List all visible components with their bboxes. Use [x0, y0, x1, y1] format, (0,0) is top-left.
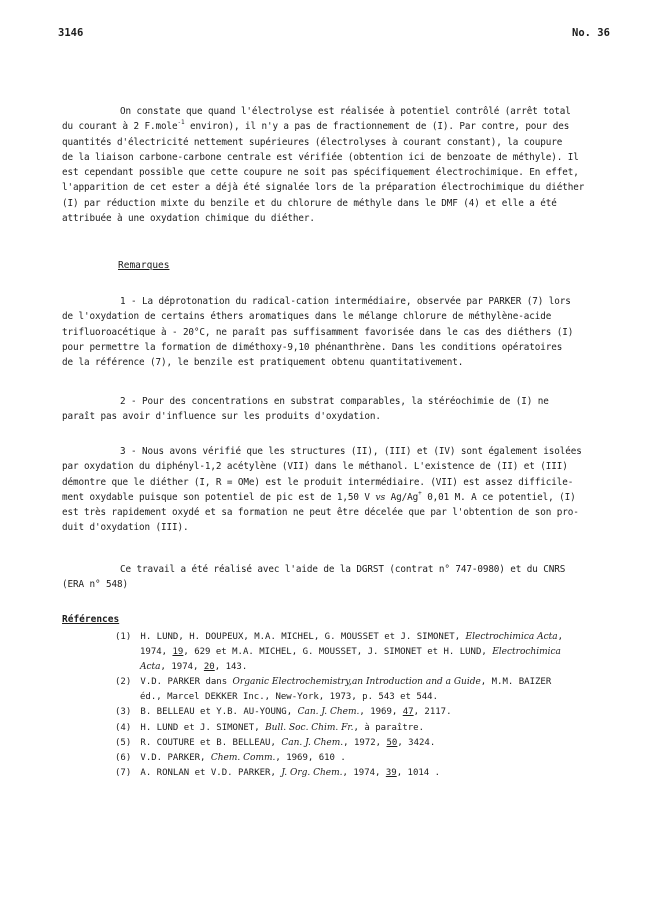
text-line: de la référence (7), le benzile est pratiquement obtenu quantitativement.	[62, 357, 464, 369]
text-line: de l'oxydation de certains éthers aromatiques dans le mélange chlorure de méthylène-acide	[62, 311, 552, 323]
text-line: pour permettre la formation de diméthoxy-9,10 phénanthrène. Dans les conditions opératoires	[62, 341, 563, 353]
text-line: On constate que quand l'électrolyse est réalisée à potentiel contrôlé (arrêt total	[120, 106, 571, 117]
reference-continuation: éd., Marcel DEKKER Inc., New-York, 1973, p. 543 et 544.	[140, 692, 439, 703]
reference-item: (4) H. LUND et J. SIMONET, Bull. Soc. Chim. Fr., à paraître.	[115, 722, 424, 733]
text-line: trifluoroacétique à - 20°C, ne paraît pas suffisamment favorisée dans le cas des diéthers (I)	[62, 326, 574, 338]
text-line: (I) par réduction mixte du benzile et du chlorure de méthyle dans le DMF (4) et elle a été	[62, 197, 557, 209]
reference-item: (6) V.D. PARKER, Chem. Comm., 1969, 610 .	[115, 752, 346, 763]
text-line: l'apparition de cet ester a déjà été signalée lors de la préparation électrochimique du diéther	[62, 182, 585, 194]
superscript: -1	[177, 119, 185, 127]
text-line: 2 - Pour des concentrations en substrat comparables, la stéréochimie de (I) ne	[120, 396, 549, 407]
text-line: du courant à 2 F.mole$^{-1}$ environ), il n'y a pas de fractionnement de (I). Par contre, pour des	[62, 119, 570, 133]
superscript: +	[418, 489, 422, 497]
text-line: 1 - La déprotonation du radical-cation intermédiaire, observée par PARKER (7) lors	[120, 296, 571, 307]
remarques-heading: Remarques	[118, 260, 170, 271]
reference-item: (7) A. RONLAN et V.D. PARKER, J. Org. Chem., 1974, 39, 1014 .	[115, 767, 441, 778]
acknowledgement	[62, 562, 614, 593]
reference-item: (3) B. BELLEAU et Y.B. AU-YOUNG, Can. J. Chem., 1969, 47, 2117.	[115, 707, 452, 718]
text-line: quantités d'électricité nettement supérieures (électrolyses à courant constant), la coupure	[62, 136, 563, 148]
text-line: de la liaison carbone-carbone centrale est vérifiée (obtention ici de benzoate de méthyle). Il	[62, 151, 579, 163]
text-line: démontre que le diéther (I, R = OMe) est le produit intermédiaire. (VII) est assez difficile-	[62, 476, 574, 488]
reference-item: (1) H. LUND, H. DOUPEUX, M.A. MICHEL, G. MOUSSET et J. SIMONET, Electrochimica Acta,	[115, 632, 564, 642]
text-line: 3 - Nous avons vérifié que les structures (II), (III) et (IV) sont également isolées	[120, 446, 582, 457]
page-number: 3146	[58, 27, 84, 39]
text-line: attribuée à une oxydation chimique du diéther.	[62, 213, 315, 225]
issue-number: No. 36	[572, 27, 610, 39]
reference-continuation: Acta, 1974, 20, 143.	[140, 662, 248, 673]
text-line: duit d'oxydation (III).	[62, 522, 189, 534]
reference-continuation: 1974, 19, 629 et M.A. MICHEL, G. MOUSSET, J. SIMONET et H. LUND, Electrochimica	[140, 647, 561, 658]
text-line: Ce travail a été réalisé avec l'aide de la DGRST (contrat n° 747-0980) et du CNRS	[120, 564, 566, 575]
text-line: (ERA n° 548)	[62, 579, 128, 591]
reference-item: (2) V.D. PARKER dans Organic Electrochemistry,an Introduction and a Guide, M.M. BAIZER	[115, 677, 552, 688]
intro-paragraph	[62, 104, 614, 226]
references-heading: Références	[62, 614, 120, 625]
remark-3	[62, 444, 614, 536]
reference-item: (5) R. COUTURE et B. BELLEAU, Can. J. Chem., 1972, 50, 3424.	[115, 737, 436, 748]
text-line: par oxydation du diphényl-1,2 acétylène (VII) dans le méthanol. L'existence de (II) et (III)	[62, 461, 568, 473]
remark-1	[62, 294, 614, 370]
remark-2	[62, 394, 614, 425]
text-line: est cependant possible que cette coupure ne soit pas spécifiquement électrochimique. En effet,	[62, 167, 579, 179]
text-line: paraît pas avoir d'influence sur les produits d'oxydation.	[62, 411, 381, 423]
reference-list	[115, 630, 625, 781]
text-line: est très rapidement oxydé et sa formation ne peut être décelée que par l'obtention de son pro-	[62, 507, 579, 519]
text-line: ment oxydable puisque son potentiel de pic est de 1,50 V vs Ag/Ag+ 0,01 M. A ce potentiel, (I)	[62, 489, 576, 503]
